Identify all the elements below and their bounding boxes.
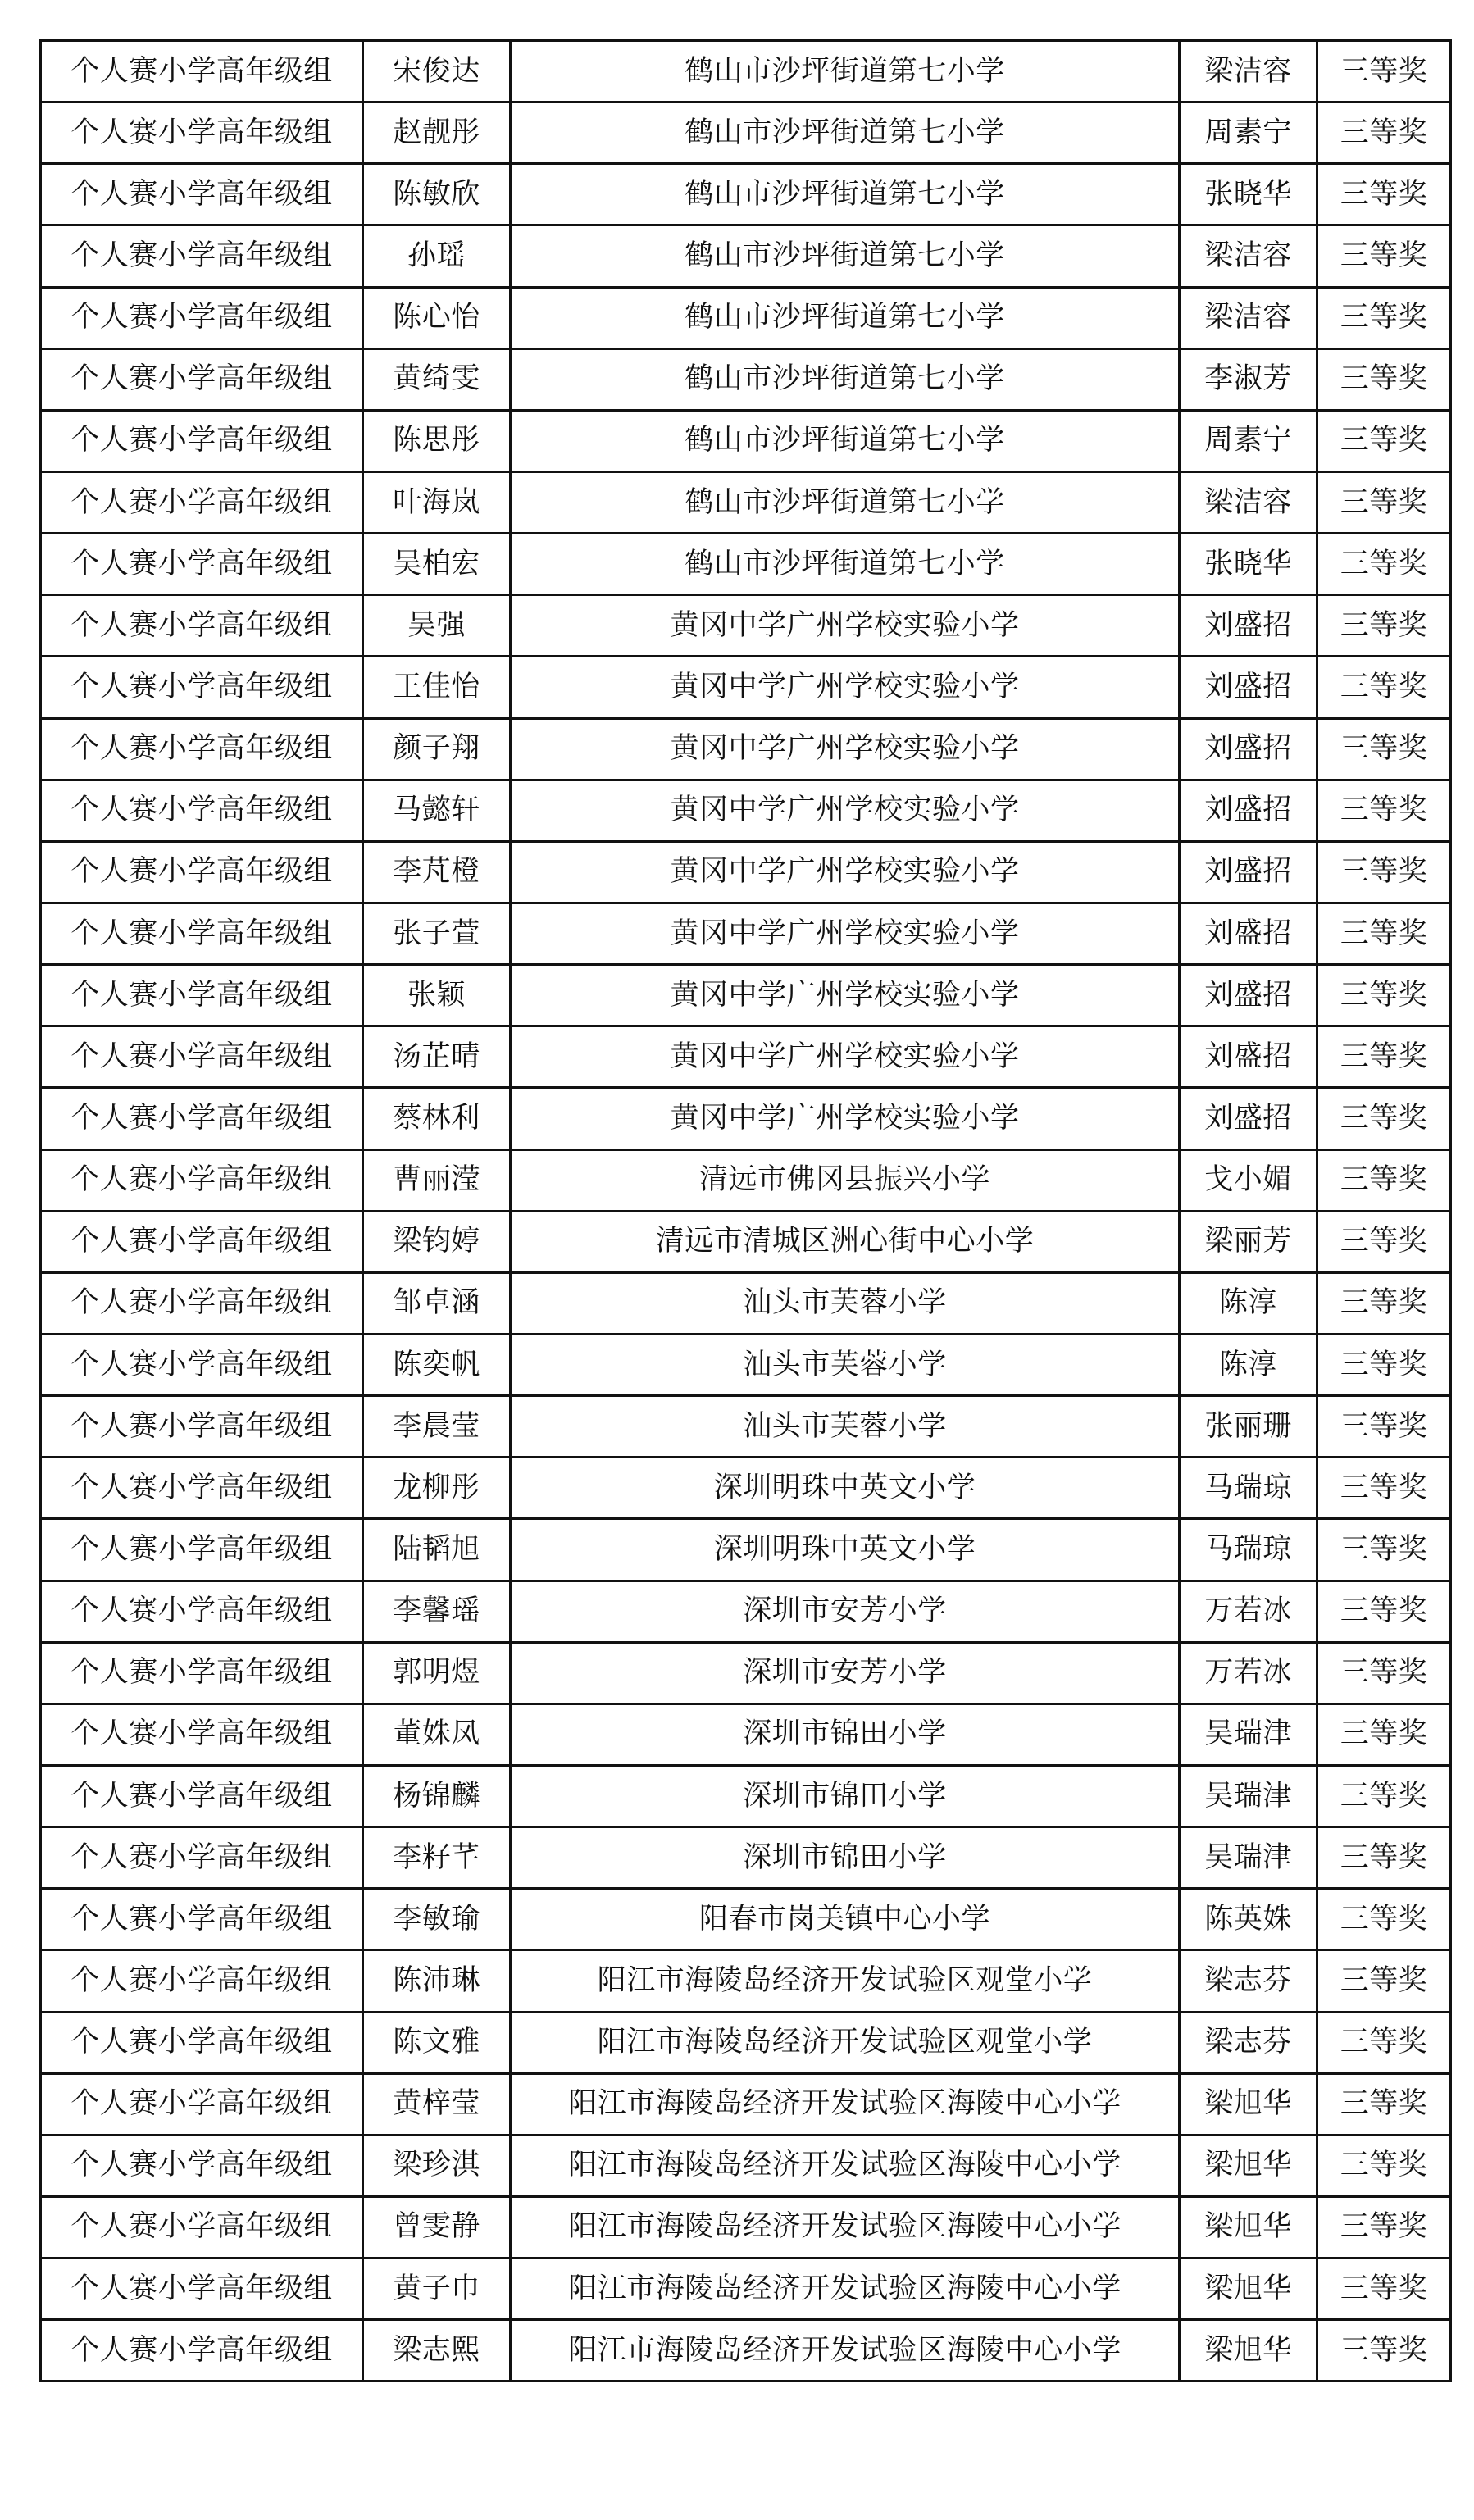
group-cell: 个人赛小学高年级组 (41, 1088, 363, 1149)
school-cell: 鹤山市沙坪街道第七小学 (511, 225, 1180, 287)
teacher-cell: 梁洁容 (1180, 471, 1317, 533)
table-row (41, 102, 1451, 164)
award-cell: 三等奖 (1317, 348, 1451, 410)
student-name-cell: 陈沛琳 (363, 1950, 511, 2012)
group-cell: 个人赛小学高年级组 (41, 1149, 363, 1211)
student-name-cell: 马懿轩 (363, 780, 511, 841)
student-name-cell: 王佳怡 (363, 657, 511, 718)
award-cell: 三等奖 (1317, 718, 1451, 780)
award-cell: 三等奖 (1317, 102, 1451, 164)
table-row (41, 410, 1451, 471)
school-cell: 汕头市芙蓉小学 (511, 1272, 1180, 1334)
student-name-cell: 陈敏欣 (363, 164, 511, 225)
group-cell: 个人赛小学高年级组 (41, 595, 363, 657)
school-cell: 鹤山市沙坪街道第七小学 (511, 348, 1180, 410)
table-row (41, 471, 1451, 533)
group-cell: 个人赛小学高年级组 (41, 841, 363, 903)
school-cell: 鹤山市沙坪街道第七小学 (511, 287, 1180, 348)
student-name-cell: 吴柏宏 (363, 534, 511, 595)
teacher-cell: 梁旭华 (1180, 2320, 1317, 2381)
student-name-cell: 颜子翔 (363, 718, 511, 780)
teacher-cell: 梁洁容 (1180, 41, 1317, 102)
school-cell: 黄冈中学广州学校实验小学 (511, 595, 1180, 657)
teacher-cell: 陈淳 (1180, 1272, 1317, 1334)
teacher-cell: 梁洁容 (1180, 287, 1317, 348)
group-cell: 个人赛小学高年级组 (41, 41, 363, 102)
group-cell: 个人赛小学高年级组 (41, 287, 363, 348)
group-cell: 个人赛小学高年级组 (41, 965, 363, 1026)
school-cell: 黄冈中学广州学校实验小学 (511, 965, 1180, 1026)
award-cell: 三等奖 (1317, 1396, 1451, 1458)
student-name-cell: 李馨瑶 (363, 1581, 511, 1642)
teacher-cell: 张晓华 (1180, 534, 1317, 595)
award-cell: 三等奖 (1317, 1211, 1451, 1272)
group-cell: 个人赛小学高年级组 (41, 718, 363, 780)
school-cell: 深圳市锦田小学 (511, 1765, 1180, 1826)
award-cell: 三等奖 (1317, 657, 1451, 718)
group-cell: 个人赛小学高年级组 (41, 1396, 363, 1458)
group-cell: 个人赛小学高年级组 (41, 2135, 363, 2196)
student-name-cell: 张子萱 (363, 903, 511, 964)
school-cell: 鹤山市沙坪街道第七小学 (511, 102, 1180, 164)
teacher-cell: 马瑞琼 (1180, 1458, 1317, 1519)
award-cell: 三等奖 (1317, 1334, 1451, 1395)
group-cell: 个人赛小学高年级组 (41, 2258, 363, 2320)
award-cell: 三等奖 (1317, 841, 1451, 903)
school-cell: 阳江市海陵岛经济开发试验区观堂小学 (511, 2012, 1180, 2073)
student-name-cell: 梁志熙 (363, 2320, 511, 2381)
school-cell: 清远市佛冈县振兴小学 (511, 1149, 1180, 1211)
school-cell: 鹤山市沙坪街道第七小学 (511, 410, 1180, 471)
school-cell: 阳江市海陵岛经济开发试验区海陵中心小学 (511, 2135, 1180, 2196)
teacher-cell: 梁旭华 (1180, 2073, 1317, 2135)
teacher-cell: 刘盛招 (1180, 1026, 1317, 1088)
teacher-cell: 刘盛招 (1180, 657, 1317, 718)
table-row (41, 2012, 1451, 2073)
table-row (41, 903, 1451, 964)
group-cell: 个人赛小学高年级组 (41, 1642, 363, 1704)
school-cell: 黄冈中学广州学校实验小学 (511, 1088, 1180, 1149)
student-name-cell: 李晨莹 (363, 1396, 511, 1458)
group-cell: 个人赛小学高年级组 (41, 225, 363, 287)
student-name-cell: 黄绮雯 (363, 348, 511, 410)
group-cell: 个人赛小学高年级组 (41, 2012, 363, 2073)
table-row (41, 1334, 1451, 1395)
group-cell: 个人赛小学高年级组 (41, 534, 363, 595)
table-row (41, 164, 1451, 225)
table-row (41, 1272, 1451, 1334)
teacher-cell: 刘盛招 (1180, 1088, 1317, 1149)
group-cell: 个人赛小学高年级组 (41, 1704, 363, 1765)
student-name-cell: 梁珍淇 (363, 2135, 511, 2196)
award-table (39, 39, 1452, 2382)
group-cell: 个人赛小学高年级组 (41, 1827, 363, 1889)
student-name-cell: 蔡林利 (363, 1088, 511, 1149)
award-cell: 三等奖 (1317, 1889, 1451, 1950)
student-name-cell: 黄子巾 (363, 2258, 511, 2320)
teacher-cell: 刘盛招 (1180, 965, 1317, 1026)
award-cell: 三等奖 (1317, 2258, 1451, 2320)
group-cell: 个人赛小学高年级组 (41, 780, 363, 841)
table-row (41, 2073, 1451, 2135)
teacher-cell: 梁旭华 (1180, 2196, 1317, 2258)
teacher-cell: 周素宁 (1180, 102, 1317, 164)
school-cell: 清远市清城区洲心街中心小学 (511, 1211, 1180, 1272)
student-name-cell: 李芃橙 (363, 841, 511, 903)
school-cell: 阳江市海陵岛经济开发试验区观堂小学 (511, 1950, 1180, 2012)
student-name-cell: 董姝凤 (363, 1704, 511, 1765)
teacher-cell: 梁旭华 (1180, 2135, 1317, 2196)
teacher-cell: 陈英姝 (1180, 1889, 1317, 1950)
award-cell: 三等奖 (1317, 780, 1451, 841)
school-cell: 鹤山市沙坪街道第七小学 (511, 471, 1180, 533)
school-cell: 深圳市安芳小学 (511, 1581, 1180, 1642)
student-name-cell: 郭明煜 (363, 1642, 511, 1704)
student-name-cell: 曹丽滢 (363, 1149, 511, 1211)
table-row (41, 1642, 1451, 1704)
student-name-cell: 张颖 (363, 965, 511, 1026)
teacher-cell: 刘盛招 (1180, 595, 1317, 657)
table-row (41, 2135, 1451, 2196)
group-cell: 个人赛小学高年级组 (41, 102, 363, 164)
group-cell: 个人赛小学高年级组 (41, 1950, 363, 2012)
school-cell: 黄冈中学广州学校实验小学 (511, 903, 1180, 964)
group-cell: 个人赛小学高年级组 (41, 164, 363, 225)
school-cell: 深圳市锦田小学 (511, 1827, 1180, 1889)
teacher-cell: 李淑芳 (1180, 348, 1317, 410)
award-cell: 三等奖 (1317, 2135, 1451, 2196)
group-cell: 个人赛小学高年级组 (41, 348, 363, 410)
table-row (41, 1889, 1451, 1950)
teacher-cell: 周素宁 (1180, 410, 1317, 471)
student-name-cell: 叶海岚 (363, 471, 511, 533)
student-name-cell: 陈思彤 (363, 410, 511, 471)
award-cell: 三等奖 (1317, 164, 1451, 225)
school-cell: 黄冈中学广州学校实验小学 (511, 718, 1180, 780)
table-row (41, 2320, 1451, 2381)
group-cell: 个人赛小学高年级组 (41, 1458, 363, 1519)
table-row (41, 41, 1451, 102)
group-cell: 个人赛小学高年级组 (41, 1026, 363, 1088)
award-cell: 三等奖 (1317, 1704, 1451, 1765)
table-row (41, 780, 1451, 841)
table-row (41, 965, 1451, 1026)
school-cell: 阳江市海陵岛经济开发试验区海陵中心小学 (511, 2073, 1180, 2135)
student-name-cell: 邹卓涵 (363, 1272, 511, 1334)
award-table-body (41, 41, 1451, 2381)
table-row (41, 1765, 1451, 1826)
award-cell: 三等奖 (1317, 965, 1451, 1026)
table-row (41, 534, 1451, 595)
group-cell: 个人赛小学高年级组 (41, 1211, 363, 1272)
student-name-cell: 杨锦麟 (363, 1765, 511, 1826)
teacher-cell: 吴瑞津 (1180, 1827, 1317, 1889)
table-row (41, 1827, 1451, 1889)
award-cell: 三等奖 (1317, 2073, 1451, 2135)
table-row (41, 1149, 1451, 1211)
award-cell: 三等奖 (1317, 1026, 1451, 1088)
award-cell: 三等奖 (1317, 595, 1451, 657)
award-list-page (39, 39, 1449, 2382)
table-row (41, 1581, 1451, 1642)
award-cell: 三等奖 (1317, 1458, 1451, 1519)
award-cell: 三等奖 (1317, 41, 1451, 102)
group-cell: 个人赛小学高年级组 (41, 471, 363, 533)
student-name-cell: 陈奕帆 (363, 1334, 511, 1395)
teacher-cell: 刘盛招 (1180, 780, 1317, 841)
group-cell: 个人赛小学高年级组 (41, 1272, 363, 1334)
award-cell: 三等奖 (1317, 534, 1451, 595)
student-name-cell: 孙瑶 (363, 225, 511, 287)
student-name-cell: 曾雯静 (363, 2196, 511, 2258)
award-cell: 三等奖 (1317, 1827, 1451, 1889)
school-cell: 深圳市锦田小学 (511, 1704, 1180, 1765)
student-name-cell: 龙柳彤 (363, 1458, 511, 1519)
award-cell: 三等奖 (1317, 1088, 1451, 1149)
school-cell: 黄冈中学广州学校实验小学 (511, 1026, 1180, 1088)
award-cell: 三等奖 (1317, 2320, 1451, 2381)
school-cell: 阳江市海陵岛经济开发试验区海陵中心小学 (511, 2258, 1180, 2320)
table-row (41, 287, 1451, 348)
award-cell: 三等奖 (1317, 1765, 1451, 1826)
table-row (41, 1211, 1451, 1272)
school-cell: 黄冈中学广州学校实验小学 (511, 780, 1180, 841)
award-cell: 三等奖 (1317, 1642, 1451, 1704)
teacher-cell: 吴瑞津 (1180, 1765, 1317, 1826)
teacher-cell: 梁洁容 (1180, 225, 1317, 287)
table-row (41, 841, 1451, 903)
table-row (41, 718, 1451, 780)
table-row (41, 595, 1451, 657)
group-cell: 个人赛小学高年级组 (41, 410, 363, 471)
school-cell: 阳江市海陵岛经济开发试验区海陵中心小学 (511, 2196, 1180, 2258)
teacher-cell: 刘盛招 (1180, 903, 1317, 964)
school-cell: 阳江市海陵岛经济开发试验区海陵中心小学 (511, 2320, 1180, 2381)
table-row (41, 1088, 1451, 1149)
table-row (41, 657, 1451, 718)
teacher-cell: 陈淳 (1180, 1334, 1317, 1395)
teacher-cell: 梁志芬 (1180, 1950, 1317, 2012)
teacher-cell: 梁丽芳 (1180, 1211, 1317, 1272)
teacher-cell: 张丽珊 (1180, 1396, 1317, 1458)
group-cell: 个人赛小学高年级组 (41, 657, 363, 718)
group-cell: 个人赛小学高年级组 (41, 903, 363, 964)
table-row (41, 1396, 1451, 1458)
student-name-cell: 陈文雅 (363, 2012, 511, 2073)
table-row (41, 1519, 1451, 1581)
group-cell: 个人赛小学高年级组 (41, 2073, 363, 2135)
award-cell: 三等奖 (1317, 1149, 1451, 1211)
student-name-cell: 陈心怡 (363, 287, 511, 348)
teacher-cell: 吴瑞津 (1180, 1704, 1317, 1765)
award-cell: 三等奖 (1317, 903, 1451, 964)
student-name-cell: 黄梓莹 (363, 2073, 511, 2135)
table-row (41, 1950, 1451, 2012)
student-name-cell: 汤芷晴 (363, 1026, 511, 1088)
student-name-cell: 李籽芊 (363, 1827, 511, 1889)
school-cell: 鹤山市沙坪街道第七小学 (511, 164, 1180, 225)
award-cell: 三等奖 (1317, 2012, 1451, 2073)
award-cell: 三等奖 (1317, 410, 1451, 471)
school-cell: 深圳市安芳小学 (511, 1642, 1180, 1704)
teacher-cell: 万若冰 (1180, 1642, 1317, 1704)
teacher-cell: 刘盛招 (1180, 841, 1317, 903)
school-cell: 鹤山市沙坪街道第七小学 (511, 41, 1180, 102)
student-name-cell: 吴强 (363, 595, 511, 657)
table-row (41, 1026, 1451, 1088)
table-row (41, 2196, 1451, 2258)
award-cell: 三等奖 (1317, 1519, 1451, 1581)
teacher-cell: 梁志芬 (1180, 2012, 1317, 2073)
student-name-cell: 梁钧婷 (363, 1211, 511, 1272)
teacher-cell: 马瑞琼 (1180, 1519, 1317, 1581)
group-cell: 个人赛小学高年级组 (41, 2320, 363, 2381)
group-cell: 个人赛小学高年级组 (41, 1889, 363, 1950)
student-name-cell: 陆韬旭 (363, 1519, 511, 1581)
school-cell: 汕头市芙蓉小学 (511, 1334, 1180, 1395)
award-cell: 三等奖 (1317, 287, 1451, 348)
student-name-cell: 宋俊达 (363, 41, 511, 102)
school-cell: 阳春市岗美镇中心小学 (511, 1889, 1180, 1950)
teacher-cell: 梁旭华 (1180, 2258, 1317, 2320)
table-row (41, 348, 1451, 410)
teacher-cell: 张晓华 (1180, 164, 1317, 225)
school-cell: 深圳明珠中英文小学 (511, 1519, 1180, 1581)
award-cell: 三等奖 (1317, 1950, 1451, 2012)
student-name-cell: 李敏瑜 (363, 1889, 511, 1950)
group-cell: 个人赛小学高年级组 (41, 1581, 363, 1642)
award-cell: 三等奖 (1317, 471, 1451, 533)
school-cell: 深圳明珠中英文小学 (511, 1458, 1180, 1519)
school-cell: 黄冈中学广州学校实验小学 (511, 657, 1180, 718)
teacher-cell: 戈小媚 (1180, 1149, 1317, 1211)
teacher-cell: 刘盛招 (1180, 718, 1317, 780)
group-cell: 个人赛小学高年级组 (41, 2196, 363, 2258)
group-cell: 个人赛小学高年级组 (41, 1334, 363, 1395)
award-cell: 三等奖 (1317, 2196, 1451, 2258)
award-cell: 三等奖 (1317, 1272, 1451, 1334)
school-cell: 汕头市芙蓉小学 (511, 1396, 1180, 1458)
school-cell: 黄冈中学广州学校实验小学 (511, 841, 1180, 903)
group-cell: 个人赛小学高年级组 (41, 1519, 363, 1581)
award-cell: 三等奖 (1317, 225, 1451, 287)
award-cell: 三等奖 (1317, 1581, 1451, 1642)
group-cell: 个人赛小学高年级组 (41, 1765, 363, 1826)
student-name-cell: 赵靓彤 (363, 102, 511, 164)
table-row (41, 1704, 1451, 1765)
table-row (41, 1458, 1451, 1519)
teacher-cell: 万若冰 (1180, 1581, 1317, 1642)
school-cell: 鹤山市沙坪街道第七小学 (511, 534, 1180, 595)
table-row (41, 2258, 1451, 2320)
table-row (41, 225, 1451, 287)
